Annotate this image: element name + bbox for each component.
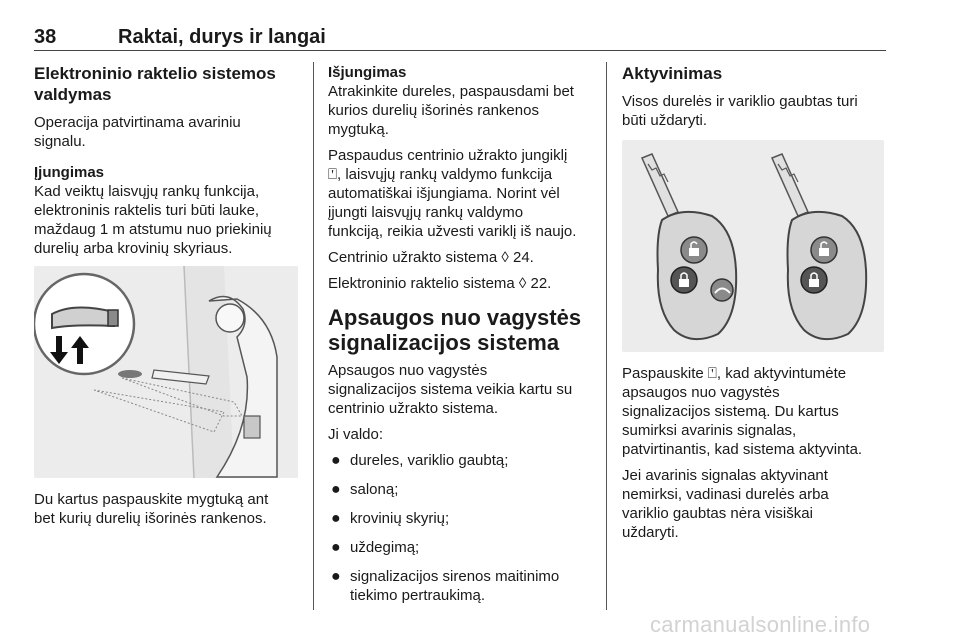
- paragraph-text: , kad aktyvintumėte apsaugos nuo vagystės signalizacijos sistemą. Du kartus sumirksi avarinis signalas, patvirtinantis, kad sistema aktyvinta.: [622, 365, 863, 458]
- paragraph: Atrakinkite dureles, paspausdami bet kurios durelių išorinės rankenos mygtuką.: [328, 83, 574, 138]
- list-item: ● krovinių skyrių;: [331, 510, 450, 527]
- list-item: ● uždegimą;: [331, 539, 420, 556]
- bullet-icon: ●: [331, 510, 341, 527]
- heading-anti-theft: Apsaugos nuo vagystės signalizacijos sistema: [328, 305, 582, 355]
- paragraph: Kad veiktų laisvųjų rankų funkcija, elektroninis raktelis turi būti lauke, maždaug 1 m atstumu nuo priekinių durelių arba krovinių skyriaus.: [34, 183, 272, 257]
- paragraph-lock-switch: [328, 146, 598, 241]
- list-item: ● dureles, variklio gaubtą;: [331, 452, 509, 469]
- paragraph: Ji valdo:: [328, 426, 384, 443]
- subheading-disable: Išjungimas: [328, 64, 407, 81]
- subheading-enable: Įjungimas: [34, 164, 105, 181]
- reference-electronic-key: Elektroninio raktelio sistema ◊ 22.: [328, 275, 552, 292]
- list-item: ● signalizacijos sirenos maitinimo tiekimo pertraukimą.: [331, 568, 560, 604]
- lock-icon: ⍞: [707, 365, 717, 382]
- page-header: [34, 26, 886, 50]
- column-divider-2: [606, 62, 607, 610]
- paragraph-text: , laisvųjų rankų valdymo funkcija automatiškai išjungiama. Norint vėl įjungti laisvųjų rankų valdymo funkciją, reikia užvesti variklį iš naujo.: [328, 166, 577, 240]
- paragraph-text: Paspaudus centrinio užrakto jungiklį: [328, 147, 568, 164]
- door-handle-illustration: [34, 266, 298, 478]
- key-fobs-illustration: [622, 140, 884, 352]
- lock-icon: ⍞: [328, 166, 338, 183]
- heading-activation: Aktyvinimas: [622, 64, 723, 83]
- bullet-icon: ●: [331, 539, 341, 556]
- bullet-icon: ●: [331, 452, 341, 469]
- paragraph: Visos durelės ir variklio gaubtas turi būti uždaryti.: [622, 93, 858, 129]
- watermark-text: carmanualsonline.info: [650, 612, 871, 637]
- bullet-icon: ●: [331, 568, 341, 585]
- column-3: [622, 63, 886, 549]
- list-item: ● saloną;: [331, 481, 399, 498]
- paragraph: Du kartus paspauskite mygtuką ant bet kurių durelių išorinės rankenos.: [34, 491, 269, 527]
- column-divider-1: [313, 62, 314, 610]
- paragraph: Jei avarinis signalas aktyvinant nemirksi, vadinasi durelės arba variklio gaubtas nėra visiškai uždaryti.: [622, 467, 829, 541]
- controlled-items-list: [328, 451, 598, 605]
- paragraph-activation: [622, 364, 886, 459]
- paragraph: Operacija patvirtinama avariniu signalu.: [34, 114, 241, 150]
- heading-electronic-key: Elektroninio raktelio sistemos valdymas: [34, 64, 276, 104]
- paragraph-text: Paspauskite: [622, 365, 704, 382]
- bullet-icon: ●: [331, 481, 341, 498]
- page-number: 38: [34, 26, 57, 48]
- header-rule: [34, 50, 886, 51]
- figure-key-fobs: [622, 140, 884, 352]
- figure-door-handle: [34, 266, 298, 478]
- paragraph: Apsaugos nuo vagystės signalizacijos sistema veikia kartu su centrinio užrakto sistema.: [328, 362, 573, 417]
- column-2: [328, 63, 598, 615]
- section-title: Raktai, durys ir langai: [118, 26, 326, 48]
- reference-central-lock: Centrinio užrakto sistema ◊ 24.: [328, 249, 534, 266]
- column-1: [34, 63, 302, 535]
